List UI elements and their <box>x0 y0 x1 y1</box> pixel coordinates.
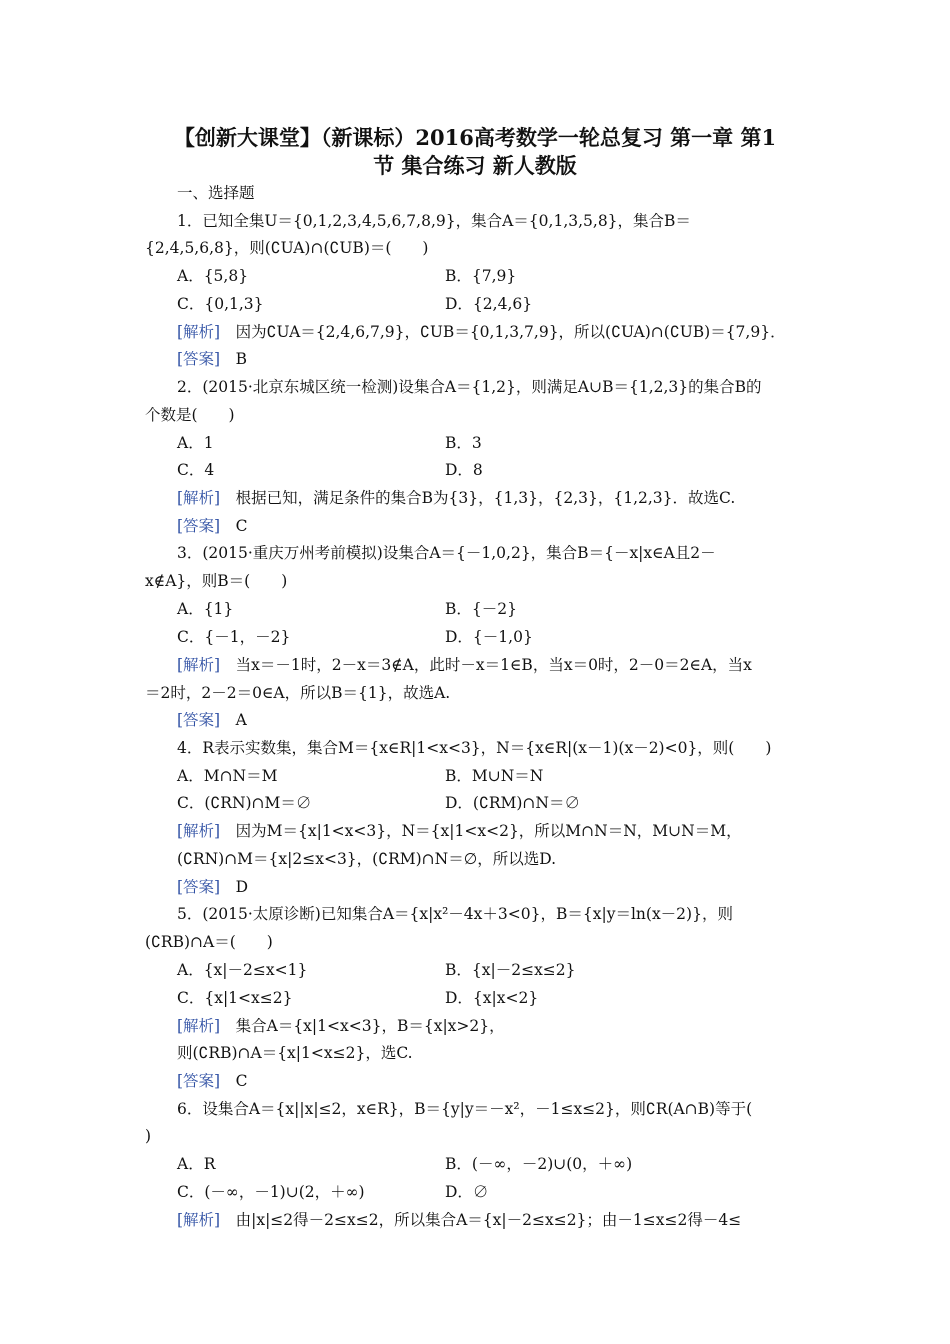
q3-stem-line-1: 3．(2015·重庆万州考前模拟)设集合A＝{－1,0,2}，集合B＝{－x|x∈A且2－ <box>177 544 716 562</box>
q4-analysis-text: 因为M＝{x|1<x<3}，N＝{x|1<x<2}，所以M∩N＝N，M∪N＝M， <box>235 822 742 840</box>
q3-answer <box>177 710 805 730</box>
q3-analysis-line-2: ＝2时，2－2＝0∈A，所以B＝{1}，故选A. <box>145 684 451 702</box>
q3-analysis-text: 当x＝－1时，2－x＝3∉A，此时－x＝1∈B，当x＝0时，2－0＝2∈A，当x <box>235 656 752 674</box>
q2-option-a: A．1 <box>177 434 214 452</box>
answer-tag: [答案] <box>177 517 221 535</box>
q3-analysis-line-1 <box>177 655 805 675</box>
answer-tag: [答案] <box>177 1072 221 1090</box>
q4-option-b: B．M∪N＝N <box>445 767 544 785</box>
q2-answer <box>177 516 805 536</box>
q1-option-a: A．{5,8} <box>177 267 249 285</box>
q1-stem-line-1: 1．已知全集U＝{0,1,2,3,4,5,6,7,8,9}，集合A＝{0,1,3,5,8}，集合B＝ <box>177 212 691 230</box>
q3-option-b: B．{－2} <box>445 600 517 618</box>
document-title-line-1: 【创新大课堂】（新课标）2016高考数学一轮总复习 第一章 第1 <box>173 125 777 150</box>
q5-stem-line-2: (∁RB)∩A＝( ) <box>145 933 273 951</box>
q6-analysis-text: 由|x|≤2得－2≤x≤2，所以集合A＝{x|－2≤x≤2}；由－1≤x≤2得－4≤ <box>235 1211 742 1229</box>
q3-answer-text: A <box>235 711 247 729</box>
q4-option-c: C．(∁RN)∩M＝∅ <box>177 794 312 812</box>
q2-analysis <box>177 488 805 508</box>
q5-option-b: B．{x|－2≤x≤2} <box>445 961 576 979</box>
q4-analysis-line-2: (∁RN)∩M＝{x|2≤x<3}，(∁RM)∩N＝∅，所以选D. <box>177 850 557 868</box>
q5-stem-line-1: 5．(2015·太原诊断)已知集合A＝{x|x²－4x＋3<0}，B＝{x|y＝ln(x－2)}，则 <box>177 905 733 923</box>
q3-option-c: C．{－1，－2} <box>177 628 291 646</box>
document-title-line-2: 节 集合练习 新人教版 <box>373 153 577 178</box>
answer-tag: [答案] <box>177 878 221 896</box>
q6-analysis-line-1 <box>177 1210 805 1230</box>
q5-answer-text: C <box>235 1072 248 1090</box>
q4-option-d: D．(∁RM)∩N＝∅ <box>445 794 580 812</box>
q1-option-b: B．{7,9} <box>445 267 517 285</box>
q4-answer-text: D <box>235 878 249 896</box>
q6-stem-line-2: ) <box>145 1127 152 1145</box>
q3-option-d: D．{－1,0} <box>445 628 533 646</box>
q6-option-c: C．(－∞，－1)∪(2，＋∞) <box>177 1183 365 1201</box>
section-heading: 一、选择题 <box>177 184 255 202</box>
q5-analysis-line-1 <box>177 1016 805 1036</box>
q5-option-d: D．{x|x<2} <box>445 989 539 1007</box>
q2-option-d: D．8 <box>445 461 483 479</box>
q1-answer-text: B <box>235 350 248 368</box>
analysis-tag: [解析] <box>177 1017 221 1035</box>
q4-answer <box>177 877 805 897</box>
q2-option-b: B．3 <box>445 434 482 452</box>
q6-option-b: B．(－∞，－2)∪(0，＋∞) <box>445 1155 633 1173</box>
q1-option-c: C．{0,1,3} <box>177 295 264 313</box>
q4-stem-line-1: 4．R表示实数集，集合M＝{x∈R|1<x<3}，N＝{x∈R|(x－1)(x－2)<0}，则( ) <box>177 739 772 757</box>
analysis-tag: [解析] <box>177 656 221 674</box>
q3-stem-line-2: x∉A}，则B＝( ) <box>145 572 288 590</box>
q2-analysis-text: 根据已知，满足条件的集合B为{3}，{1,3}，{2,3}，{1,2,3}．故选C. <box>235 489 736 507</box>
analysis-tag: [解析] <box>177 489 221 507</box>
answer-tag: [答案] <box>177 711 221 729</box>
q4-analysis-line-1 <box>177 821 805 841</box>
q2-stem-line-1: 2．(2015·北京东城区统一检测)设集合A＝{1,2}，则满足A∪B＝{1,2,3}的集合B的 <box>177 378 762 396</box>
q1-stem-line-2: {2,4,5,6,8}，则(∁UA)∩(∁UB)＝( ) <box>145 239 429 257</box>
q5-option-a: A．{x|－2≤x<1} <box>177 961 308 979</box>
q3-option-a: A．{1} <box>177 600 234 618</box>
q4-option-a: A．M∩N＝M <box>177 767 278 785</box>
q1-analysis-text: 因为∁UA＝{2,4,6,7,9}，∁UB＝{0,1,3,7,9}，所以(∁UA)∩(∁UB)＝{7,9}． <box>235 323 786 341</box>
q6-option-d: D．∅ <box>445 1183 489 1201</box>
q1-answer <box>177 349 805 369</box>
q5-option-c: C．{x|1<x≤2} <box>177 989 293 1007</box>
q6-stem-line-1: 6．设集合A＝{x||x|≤2，x∈R}，B＝{y|y＝－x²，－1≤x≤2}，则∁R(A∩B)等于( <box>177 1100 753 1118</box>
q2-option-c: C．4 <box>177 461 215 479</box>
q2-answer-text: C <box>235 517 248 535</box>
q5-answer <box>177 1071 805 1091</box>
analysis-tag: [解析] <box>177 323 221 341</box>
q1-analysis <box>177 322 805 342</box>
analysis-tag: [解析] <box>177 822 221 840</box>
q6-option-a: A．R <box>177 1155 216 1173</box>
q2-stem-line-2: 个数是( ) <box>145 406 235 424</box>
q1-option-d: D．{2,4,6} <box>445 295 533 313</box>
analysis-tag: [解析] <box>177 1211 221 1229</box>
q5-analysis-text: 集合A＝{x|1<x<3}，B＝{x|x>2}， <box>235 1017 505 1035</box>
answer-tag: [答案] <box>177 350 221 368</box>
q5-analysis-line-2: 则(∁RB)∩A＝{x|1<x≤2}，选C. <box>177 1044 413 1062</box>
